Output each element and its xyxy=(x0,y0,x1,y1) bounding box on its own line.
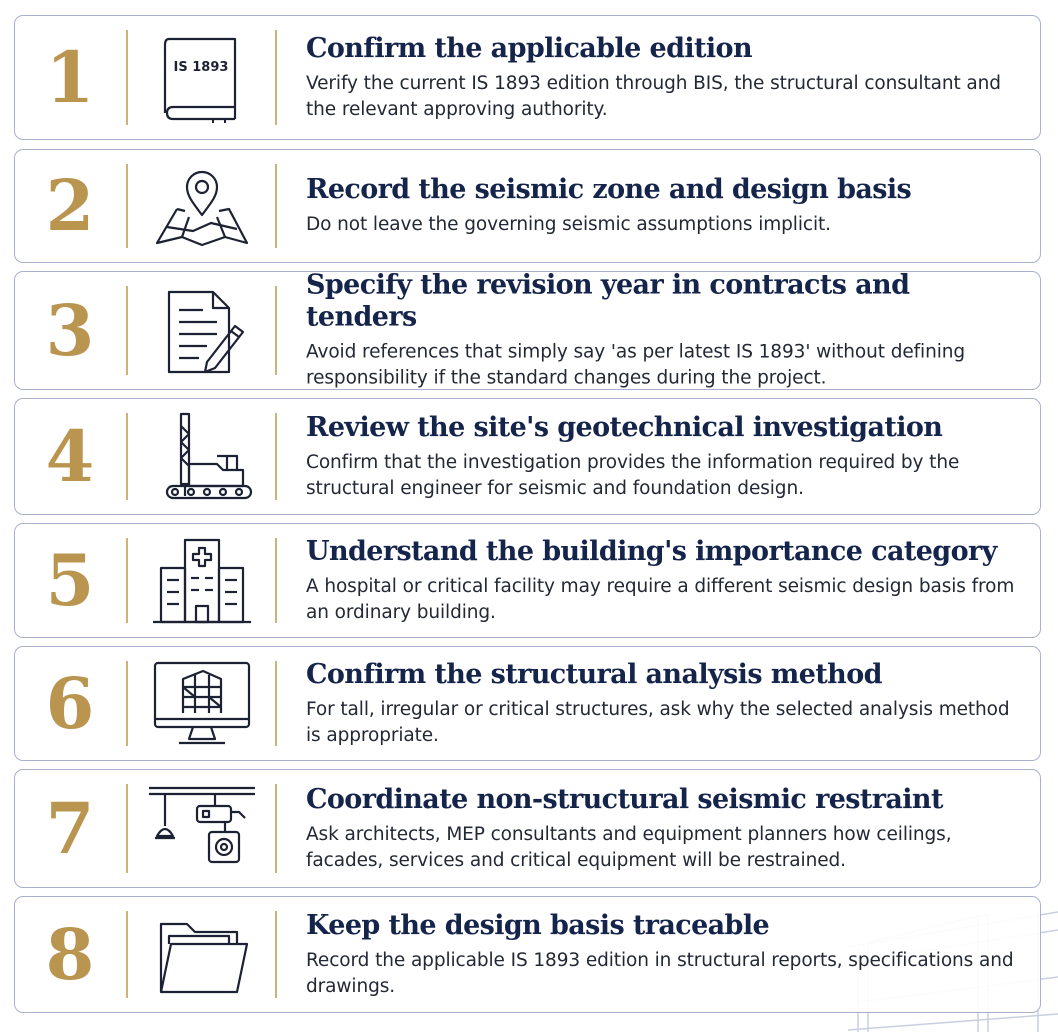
step-title: Review the site's geotechnical investigation xyxy=(306,411,943,443)
step-number: 4 xyxy=(45,414,95,498)
step-title: Record the seismic zone and design basis xyxy=(306,173,912,205)
divider xyxy=(126,661,128,746)
step-title: Understand the building's importance category xyxy=(306,535,997,567)
step-card-4 xyxy=(14,398,1041,515)
divider xyxy=(275,30,277,125)
step-title: Confirm the structural analysis method xyxy=(306,658,882,690)
divider xyxy=(275,661,277,746)
divider xyxy=(126,413,128,500)
step-description: Ask architects, MEP consultants and equipment planners how ceilings, facades, services and critical equipment will be restrained. xyxy=(306,823,952,871)
divider xyxy=(126,784,128,873)
divider xyxy=(275,784,277,873)
divider xyxy=(126,911,128,998)
book-label: IS 1893 xyxy=(173,59,229,75)
step-description: For tall, irregular or critical structures, ask why the selected analysis method is appropriate. xyxy=(306,698,1010,746)
step-number: 1 xyxy=(45,35,95,119)
divider xyxy=(126,286,128,375)
step-description: Do not leave the governing seismic assumptions implicit. xyxy=(306,214,831,236)
step-card-1 xyxy=(14,15,1041,140)
step-title: Keep the design basis traceable xyxy=(306,909,770,941)
book-icon xyxy=(147,33,257,123)
divider xyxy=(275,164,277,248)
step-number: 7 xyxy=(45,786,95,870)
step-card-7 xyxy=(14,769,1041,888)
monitor-structure-icon xyxy=(147,659,257,749)
step-title: Specify the revision year in contracts and tenders xyxy=(306,269,910,333)
step-number: 8 xyxy=(45,912,95,996)
step-title: Coordinate non-structural seismic restraint xyxy=(306,783,943,815)
step-description: Verify the current IS 1893 edition through BIS, the structural consultant and the relevant approving authority. xyxy=(306,72,1001,120)
folder-icon xyxy=(147,910,257,1000)
step-number: 3 xyxy=(45,288,95,372)
step-card-5 xyxy=(14,523,1041,638)
divider xyxy=(275,911,277,998)
step-description: Record the applicable IS 1893 edition in structural reports, specifications and drawings. xyxy=(306,949,1014,997)
drilling-rig-icon xyxy=(147,412,257,502)
divider xyxy=(275,413,277,500)
hospital-icon xyxy=(147,536,257,626)
step-description: Avoid references that simply say 'as per latest IS 1893' without defining responsibility if the standard changes during the project. xyxy=(306,341,966,389)
step-description: Confirm that the investigation provides the information required by the structural engineer for seismic and foundation design. xyxy=(306,451,960,499)
step-number: 6 xyxy=(45,661,95,745)
divider xyxy=(126,30,128,125)
ceiling-equipment-icon xyxy=(147,784,257,874)
step-card-3 xyxy=(14,271,1041,390)
step-title: Confirm the applicable edition xyxy=(306,32,752,64)
document-pen-icon xyxy=(147,286,257,376)
step-card-6 xyxy=(14,646,1041,761)
step-card-2 xyxy=(14,149,1041,263)
divider xyxy=(126,538,128,623)
divider xyxy=(126,164,128,248)
step-number: 5 xyxy=(45,538,95,622)
step-number: 2 xyxy=(45,164,95,247)
map-pin-icon xyxy=(147,161,257,251)
divider xyxy=(275,538,277,623)
divider xyxy=(275,286,277,375)
step-card-8 xyxy=(14,896,1041,1013)
step-description: A hospital or critical facility may require a different seismic design basis from an ordinary building. xyxy=(306,575,1015,623)
